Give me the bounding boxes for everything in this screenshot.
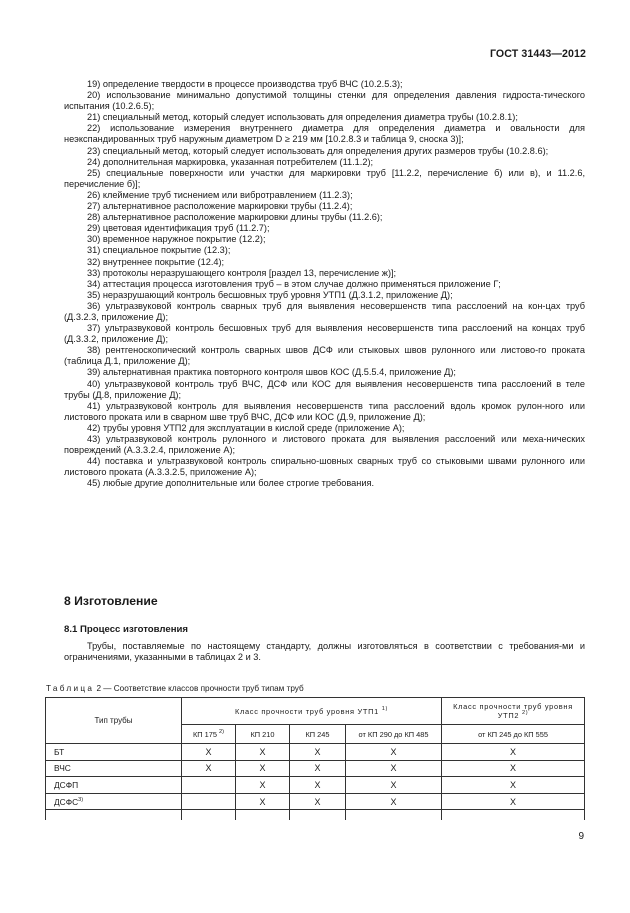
list-item: 44) поставка и ультразвуковой контроль спирально-шовных сварных труб со стыковыми швами рулонного или листового проката (А.3.3.2.5, приложение А); <box>64 456 585 478</box>
list-item: 36) ультразвуковой контроль сварных труб для выявления несовершенств типа расслоений на кон-цах труб (Д.3.2.3, приложение Д); <box>64 300 585 322</box>
table-cell: X <box>290 744 346 761</box>
list-item: 41) ультразвуковой контроль для выявления несовершенств типа расслоений вдоль кромок рулон-ного или листового проката или в сварном шве труб ВЧС, ДСФ или КОС (Д.9, приложение Д); <box>64 400 585 422</box>
table-cell: X <box>236 760 290 777</box>
footnote-ref: 3) <box>78 796 84 803</box>
col-header-kp290-485: от КП 290 до КП 485 <box>346 725 442 744</box>
document-code: ГОСТ 31443—2012 <box>489 48 586 60</box>
table-row <box>46 760 585 777</box>
list-item: 30) временное наружное покрытие (12.2); <box>87 234 266 245</box>
table-cell: X <box>442 744 585 761</box>
list-item: 45) любые другие дополнительные или более строгие требования. <box>87 478 374 489</box>
list-item: 31) специальное покрытие (12.3); <box>87 245 231 256</box>
list-item: 40) ультразвуковой контроль труб ВЧС, ДСФ или КОС для выявления несовершенств типа расслоений в теле трубы (Д.8, приложение Д); <box>64 378 585 400</box>
requirements-list <box>64 79 585 489</box>
table-cell: X <box>442 777 585 794</box>
table-row <box>46 793 585 810</box>
list-item: 38) рентгеноскопический контроль сварных швов ДСФ или стыковых швов рулонного или листово-го проката (таблица Д.1, приложение Д); <box>64 345 585 367</box>
list-item: 34) аттестация процесса изготовления труб – в этом случае должно применяться приложение Г; <box>87 278 501 289</box>
table-cell: X <box>290 760 346 777</box>
list-item: 29) цветовая идентификация труб (11.2.7); <box>87 223 270 234</box>
table-cell: X <box>290 777 346 794</box>
col-header-kp210: КП 210 <box>236 725 290 744</box>
pipe-type-cell: БТ <box>46 744 182 761</box>
col-header-kp245: КП 245 <box>290 725 346 744</box>
table-cell <box>182 777 236 794</box>
table-caption-text: 2 — Соответствие классов прочности труб типам труб <box>94 684 304 693</box>
list-item: 33) протоколы неразрушающего контроля [раздел 13, перечисление ж)]; <box>87 267 397 278</box>
table-cell: X <box>346 777 442 794</box>
list-item: 28) альтернативное расположение маркировки длины трубы (11.2.6); <box>87 212 383 223</box>
list-item: 39) альтернативная практика повторного контроля швов КОС (Д.5.5.4, приложение Д); <box>87 367 456 378</box>
list-item: 25) специальные поверхности или участки для маркировки труб [11.2.2, перечисление б) или в), и 11.2.6, перечисление б)]; <box>64 167 585 189</box>
table-cell: X <box>346 760 442 777</box>
list-item: 35) неразрушающий контроль бесшовных труб уровня УТП1 (Д.3.1.2, приложение Д); <box>87 289 453 300</box>
table-cell: X <box>346 793 442 810</box>
table-cell: X <box>442 793 585 810</box>
list-item: 24) дополнительная маркировка, указанная потребителем (11.1.2); <box>87 156 374 167</box>
list-item: 26) клеймение труб тиснением или вибротравлением (11.2.3); <box>87 189 353 200</box>
table-cell: X <box>442 760 585 777</box>
footnote-ref: 2) <box>219 728 225 735</box>
subsection-heading: 8.1 Процесс изготовления <box>64 624 189 635</box>
table-cell: X <box>290 793 346 810</box>
table-caption-label: Таблица <box>46 684 95 693</box>
list-item: 22) использование измерения внутреннего диаметра для определения диаметра и овальности для неэкспандированных труб наружным диаметром D ≥ 219 мм [10.2.8.3 и таблица 9, сноска 3)]; <box>64 123 585 145</box>
strength-class-table <box>45 697 585 820</box>
col-header-pipe-type: Тип трубы <box>46 698 182 744</box>
list-item: 27) альтернативное расположение маркировки трубы (11.2.4); <box>87 201 353 212</box>
table-cell: X <box>182 744 236 761</box>
col-group-utp2: Класс прочности труб уровня УТП2 $^{2)}$ <box>442 698 585 725</box>
list-item: 32) внутреннее покрытие (12.4); <box>87 256 225 267</box>
table-cell: X <box>182 760 236 777</box>
table-cell: X <box>236 793 290 810</box>
footnote-ref: 1) <box>381 705 389 712</box>
table-row-continued <box>46 810 585 821</box>
page-number: 9 <box>578 831 584 842</box>
col-group-utp1: Класс прочности труб уровня УТП1 $^{1)}$ <box>182 698 442 725</box>
pipe-type-cell: ВЧС <box>46 760 182 777</box>
list-item: 19) определение твердости в процессе производства труб ВЧС (10.2.5.3); <box>87 79 403 89</box>
list-item: 42) трубы уровня УТП2 для эксплуатации в кислой среде (приложение А); <box>87 422 405 433</box>
footnote-ref: 2) <box>521 710 529 716</box>
table-row <box>46 744 585 761</box>
table-header-row <box>46 698 585 725</box>
section-heading: 8 Изготовление <box>64 594 158 608</box>
table-cell: X <box>236 777 290 794</box>
col-header-kp245-555: от КП 245 до КП 555 <box>442 725 585 744</box>
list-item: 21) специальный метод, который следует использовать для определения диаметра трубы (10.2.8.1); <box>87 112 518 123</box>
table-cell <box>182 793 236 810</box>
table-row <box>46 777 585 794</box>
list-item: 37) ультразвуковой контроль бесшовных труб для выявления несовершенств типа расслоений на концах труб (Д.3.3.2, приложение Д); <box>64 323 585 345</box>
list-item: 20) использование минимально допустимой толщины стенки для определения давления гидроста-тического испытания (10.2.6.5); <box>64 90 585 112</box>
table-cell: X <box>236 744 290 761</box>
pipe-type-cell: ДСФС$^{3)}$ <box>46 793 182 810</box>
list-item: 43) ультразвуковой контроль рулонного и листового проката для выявления расслоений или меха-нических повреждений (А.3.3.2.4, приложение А); <box>64 434 585 456</box>
pipe-type-cell: ДСФП <box>46 777 182 794</box>
body-paragraph: Трубы, поставляемые по настоящему стандарту, должны изготовляться в соответствии с требования-ми и ограничениями, указанными в таблицах 2 и 3. <box>64 641 585 663</box>
list-item: 23) специальный метод, который следует использовать для определения других размеров трубы (10.2.8.6); <box>87 145 549 156</box>
table-caption <box>46 684 304 693</box>
table-cell: X <box>346 744 442 761</box>
col-header-kp175: КП 175 $^{2)}$ <box>182 725 236 744</box>
